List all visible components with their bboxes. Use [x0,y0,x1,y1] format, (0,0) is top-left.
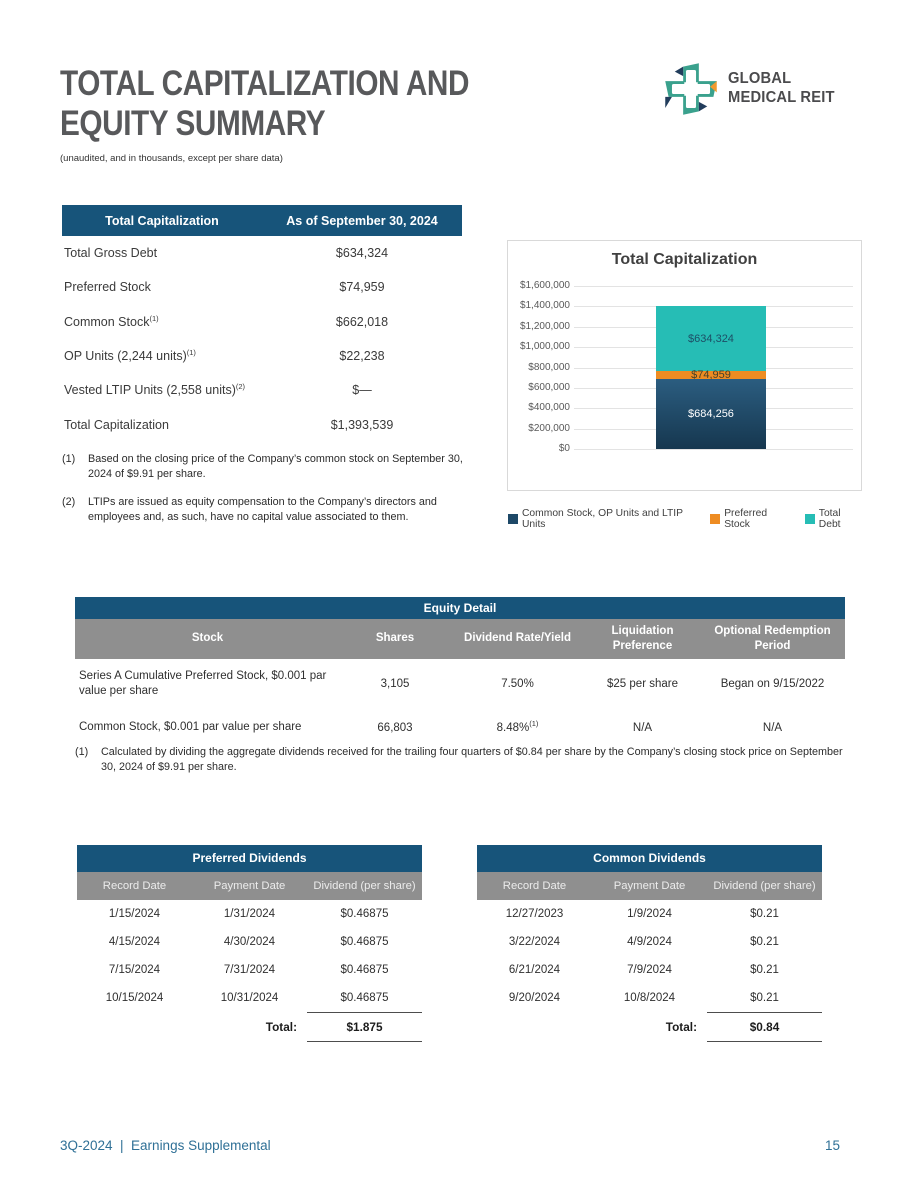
row-value: $22,238 [339,349,385,364]
stock-name-cell: Series A Cumulative Preferred Stock, $0.001 par value per share [79,669,327,698]
y-axis-tick-label: $1,400,000 [519,300,570,312]
column-header: Liquidation Preference [585,619,700,659]
footnote-number: (1) [62,453,76,465]
preferred-dividends-table [77,845,422,1042]
total-value: $1.875 [307,1012,422,1042]
legend-label: Total Debt [818,508,841,530]
chart-plot-area [508,280,863,454]
column-header: Payment Date [213,880,286,892]
equity-table [75,619,845,745]
redemption-period-cell: N/A [762,721,783,734]
cell: 9/20/2024 [508,992,561,1004]
row-value: $74,959 [339,280,385,295]
row-value: $662,018 [335,314,389,329]
table-row [62,373,462,407]
footnote-number: (1) [75,746,89,758]
row-value: $1,393,539 [330,417,394,432]
row-label: Total Gross Debt [64,246,158,261]
logo-text [728,70,835,107]
equity-table-title: Equity Detail [75,597,845,619]
table-column-headers [477,872,822,900]
column-header: Dividend Rate/Yield [450,619,585,659]
table-header-date: As of September 30, 2024 [286,213,438,228]
total-row [477,1012,822,1042]
column-header: Payment Date [613,880,686,892]
page-title [60,64,469,145]
table-column-headers [77,872,422,900]
preferred-dividends-title: Preferred Dividends [77,845,422,872]
cell: 10/8/2024 [623,992,676,1004]
cell: $0.46875 [340,908,389,920]
total-value: $0.84 [707,1012,822,1042]
redemption-period-cell: Began on 9/15/2022 [720,678,825,691]
title-block [60,64,541,164]
table-row [477,928,822,956]
total-row [77,1012,422,1042]
column-header: Stock [75,619,340,659]
column-header: Optional Redemption Period [700,619,845,659]
footnote-number: (2) [62,496,76,509]
total-label: Total: [665,1020,697,1034]
chart-legend [508,508,861,530]
cell: 10/15/2024 [105,992,164,1004]
bar-segment [656,306,766,371]
spacer-cell [77,1012,192,1042]
cell: 1/15/2024 [108,908,161,920]
cell: 1/9/2024 [627,908,672,920]
page-title-line2: EQUITY SUMMARY [60,104,326,144]
column-header: Shares [340,619,450,659]
bar-segment [656,371,766,379]
legend-label: Preferred Stock [724,508,768,530]
y-axis-tick-label: $400,000 [528,402,570,414]
cell: $0.21 [750,964,779,976]
cell: 12/27/2023 [505,908,564,920]
dividend-rate-cell: 7.50% [501,678,534,691]
y-axis-tick-label: $1,000,000 [519,341,570,353]
row-label: Vested LTIP Units (2,558 units)$^{(2)}$ [64,382,246,398]
y-axis-tick-label: $1,200,000 [519,320,570,332]
cell: $0.46875 [340,936,389,948]
logo-text-line1: GLOBAL [728,70,792,88]
column-header: Record Date [102,880,167,892]
legend-label: Common Stock, OP Units and LTIP Units [522,508,683,530]
bar-value-label: $684,256 [688,408,734,420]
liquidation-preference-cell: N/A [632,721,653,734]
cell: $0.21 [750,908,779,920]
total-capitalization-table [62,205,462,442]
legend-item [710,508,790,530]
common-dividends-table [477,845,822,1042]
row-label: OP Units (2,244 units)$^{(1)}$ [64,347,196,364]
cell: $0.46875 [340,992,389,1004]
cell: 10/31/2024 [220,992,279,1004]
table-rows [62,236,462,442]
table-header-title: Total Capitalization [105,213,219,228]
total-capitalization-chart [507,240,862,530]
footnote-text: Calculated by dividing the aggregate dividends received for the trailing four quarters of $0.84 per share by the Company’s closing stock price on September 30, 2024 of $9.91 per share. [101,746,843,774]
row-label: Common Stock$^{(1)}$ [64,313,159,329]
cell: 4/30/2024 [223,936,276,948]
footnote [62,495,470,525]
table-row [75,659,845,710]
table-row [77,900,422,928]
legend-item [508,508,695,530]
total-label: Total: [265,1020,297,1034]
gridline [574,449,853,450]
table-row [77,984,422,1012]
table-row [477,900,822,928]
equity-detail-table [75,597,845,745]
y-axis-tick-label: $800,000 [528,361,570,373]
capitalization-footnotes [62,452,470,538]
equity-footnote [75,745,857,788]
table-row [62,236,462,270]
cell: 3/22/2024 [508,936,561,948]
stock-name-cell: Common Stock, $0.001 par value per share [79,720,302,733]
cell: 7/31/2024 [223,964,276,976]
table-row [62,339,462,373]
cell: 6/21/2024 [508,964,561,976]
column-header: Dividend (per share) [713,880,816,892]
cell: 7/15/2024 [108,964,161,976]
footer-report-name: 3Q-2024 | Earnings Supplemental [60,1138,271,1153]
row-value: $— [352,383,372,398]
cell: $0.46875 [340,964,389,976]
table-row [77,956,422,984]
equity-column-headers [75,619,845,659]
page-footer [60,1138,840,1153]
dividend-rate-cell: 8.48%$^{(1)}$ [496,718,539,734]
common-dividends-title: Common Dividends [477,845,822,872]
legend-swatch-icon [805,514,815,524]
table-row [75,710,845,746]
y-axis-tick-label: $200,000 [528,422,570,434]
row-label: Total Capitalization [64,417,169,432]
footnote [62,452,470,482]
footnote [75,745,857,775]
legend-swatch-icon [710,514,720,524]
company-logo [663,60,840,118]
spacer-cell [477,1012,592,1042]
cell: 4/15/2024 [108,936,161,948]
shares-cell: 3,105 [380,678,410,691]
cell: $0.21 [750,936,779,948]
row-value: $634,324 [335,246,389,261]
table-row [477,956,822,984]
table-row [62,270,462,304]
footnote-text: Based on the closing price of the Company’s common stock on September 30, 2024 of $9.91 per share. [88,453,463,481]
legend-item [805,508,861,530]
cell: 7/9/2024 [627,964,672,976]
y-axis-tick-label: $1,600,000 [519,280,570,291]
footnote-text: LTIPs are issued as equity compensation to the Company’s directors and employees and, as such, have no capital value associated to them. [88,496,437,524]
table-row [62,305,462,339]
page-title-line1: TOTAL CAPITALIZATION AND [60,64,470,103]
cell: 4/9/2024 [627,936,672,948]
page-subtitle: (unaudited, and in thousands, except per share data) [60,152,283,164]
bar-value-label: $634,324 [688,332,734,345]
cell: 1/31/2024 [223,908,276,920]
table-row [477,984,822,1012]
logo-cross-icon [663,60,719,118]
chart-title: Total Capitalization [611,251,758,268]
y-axis-tick-label: $0 [558,443,570,454]
cell: $0.21 [750,992,779,1004]
table-header [62,205,462,236]
row-label: Preferred Stock [64,280,151,295]
y-axis-tick-label: $600,000 [528,381,570,393]
legend-swatch-icon [508,514,518,524]
page-number: 15 [824,1138,840,1153]
shares-cell: 66,803 [377,721,413,734]
column-header: Dividend (per share) [313,880,416,892]
column-header: Record Date [502,880,567,892]
table-row [62,407,462,441]
bar-segment [656,379,766,449]
gridline [574,286,853,287]
liquidation-preference-cell: $25 per share [607,678,678,691]
logo-text-line2: MEDICAL REIT [728,89,835,106]
bar-value-label: $74,959 [691,369,731,381]
table-row [77,928,422,956]
